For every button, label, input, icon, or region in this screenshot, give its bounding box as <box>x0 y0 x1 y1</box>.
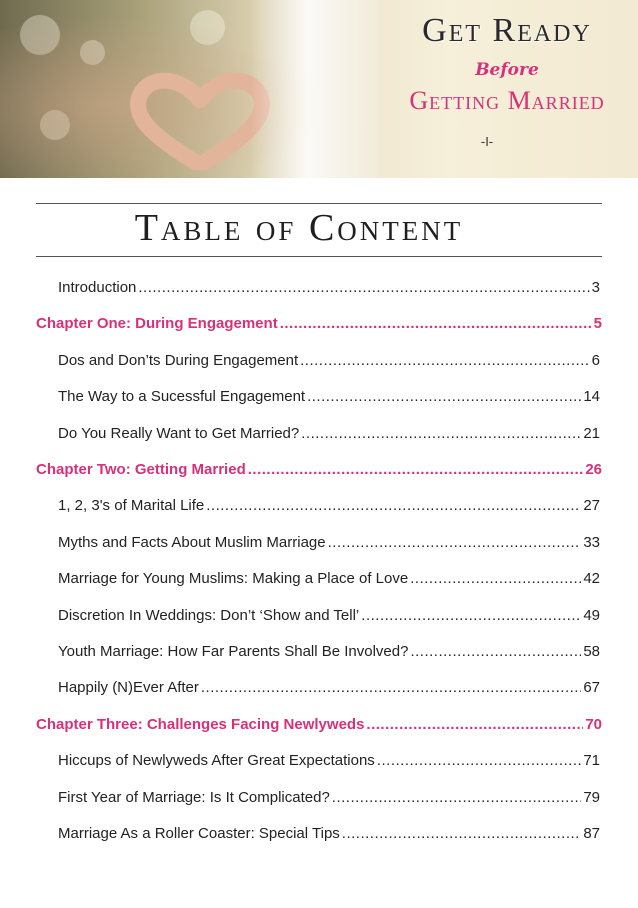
toc-entry-page: 27 <box>583 497 600 515</box>
toc-entry-page: 71 <box>583 752 600 770</box>
toc-entry-page: 70 <box>585 715 602 733</box>
toc-entry[interactable] <box>58 387 600 407</box>
toc-leader-dots <box>410 569 581 589</box>
toc-entry-page: 6 <box>591 351 600 369</box>
toc-entry[interactable] <box>58 606 600 626</box>
toc-leader-dots <box>300 351 590 371</box>
toc-entry[interactable] <box>58 351 600 371</box>
toc-entry[interactable] <box>58 642 600 662</box>
toc-entry-page: 26 <box>585 461 602 478</box>
toc-entry-label: The Way to a Sucessful Engagement <box>58 388 306 406</box>
toc-entry-label: Chapter Three: Challenges Facing Newlyweds <box>36 715 365 733</box>
toc-entry-page: 5 <box>593 315 602 333</box>
toc-entry-label: Chapter One: During Engagement <box>36 315 278 333</box>
toc-entry-page: 67 <box>583 679 600 697</box>
toc-entry[interactable] <box>58 678 600 698</box>
toc-leader-dots <box>248 460 584 480</box>
toc-chapter-entry[interactable] <box>36 715 602 735</box>
toc-leader-dots <box>361 606 581 626</box>
toc-leader-dots <box>280 314 592 334</box>
toc-entry[interactable] <box>58 569 600 589</box>
page-number: -I- <box>480 134 494 149</box>
toc-leader-dots <box>366 715 583 735</box>
heading-bottom-rule <box>36 256 602 257</box>
toc-entry[interactable] <box>58 278 600 298</box>
toc-entry-label: Dos and Don’ts During Engagement <box>58 351 299 369</box>
toc-entry[interactable] <box>58 824 600 844</box>
toc-entry-label: Do You Really Want to Get Married? <box>58 424 300 442</box>
toc-entry-label: Youth Marriage: How Far Parents Shall Be Involved? <box>58 643 409 660</box>
toc-entry[interactable] <box>58 496 600 516</box>
toc-leader-dots <box>332 788 582 808</box>
toc-leader-dots <box>206 496 581 516</box>
toc-entry-label: 1, 2, 3's of Marital Life <box>58 497 205 515</box>
toc-entry-page: 87 <box>583 825 600 842</box>
toc-entry-page: 3 <box>591 279 600 296</box>
toc-chapter-entry[interactable] <box>36 460 602 480</box>
toc-entry-page: 14 <box>583 388 600 406</box>
toc-leader-dots <box>307 387 581 407</box>
heading-top-rule <box>36 203 602 204</box>
toc-entry[interactable] <box>58 424 600 444</box>
toc-entry-label: Myths and Facts About Muslim Marriage <box>58 533 326 551</box>
toc-entry-page: 79 <box>583 788 600 806</box>
toc-entry-label: Introduction <box>58 279 137 296</box>
toc-leader-dots <box>201 678 581 698</box>
toc-entry-label: Hiccups of Newlyweds After Great Expectations <box>58 752 375 770</box>
toc-entry-page: 21 <box>583 424 600 442</box>
toc-entry[interactable] <box>58 788 600 808</box>
banner-title-block <box>358 0 638 178</box>
book-subtitle: Getting Married <box>409 86 605 115</box>
book-title-before: Before <box>475 60 539 80</box>
toc-entry[interactable] <box>58 533 600 553</box>
toc-entry-page: 33 <box>583 533 600 551</box>
toc-entry[interactable] <box>58 751 600 771</box>
toc-entry-label: Marriage for Young Muslims: Making a Place of Love <box>58 570 409 588</box>
header-banner <box>0 0 638 178</box>
toc-entry-label: Marriage As a Roller Coaster: Special Tips <box>58 825 340 842</box>
toc-entry-label: Chapter Two: Getting Married <box>36 461 246 478</box>
book-title: Get Ready <box>422 12 592 49</box>
toc-entry-page: 49 <box>583 606 600 624</box>
toc-entry-label: First Year of Marriage: Is It Complicated? <box>58 788 330 806</box>
toc-leader-dots <box>328 533 582 553</box>
toc-leader-dots <box>377 751 582 771</box>
toc-leader-dots <box>342 824 582 844</box>
toc-entry-label: Happily (N)Ever After <box>58 679 199 697</box>
toc-heading: Table of Content <box>134 207 464 249</box>
toc-entry-page: 58 <box>583 643 600 660</box>
toc-chapter-entry[interactable] <box>36 314 602 334</box>
toc-leader-dots <box>138 278 589 298</box>
toc-leader-dots <box>410 642 581 662</box>
toc-leader-dots <box>301 424 581 444</box>
toc-entry-page: 42 <box>583 570 600 588</box>
toc-entry-label: Discretion In Weddings: Don’t ‘Show and Tell’ <box>58 606 360 624</box>
